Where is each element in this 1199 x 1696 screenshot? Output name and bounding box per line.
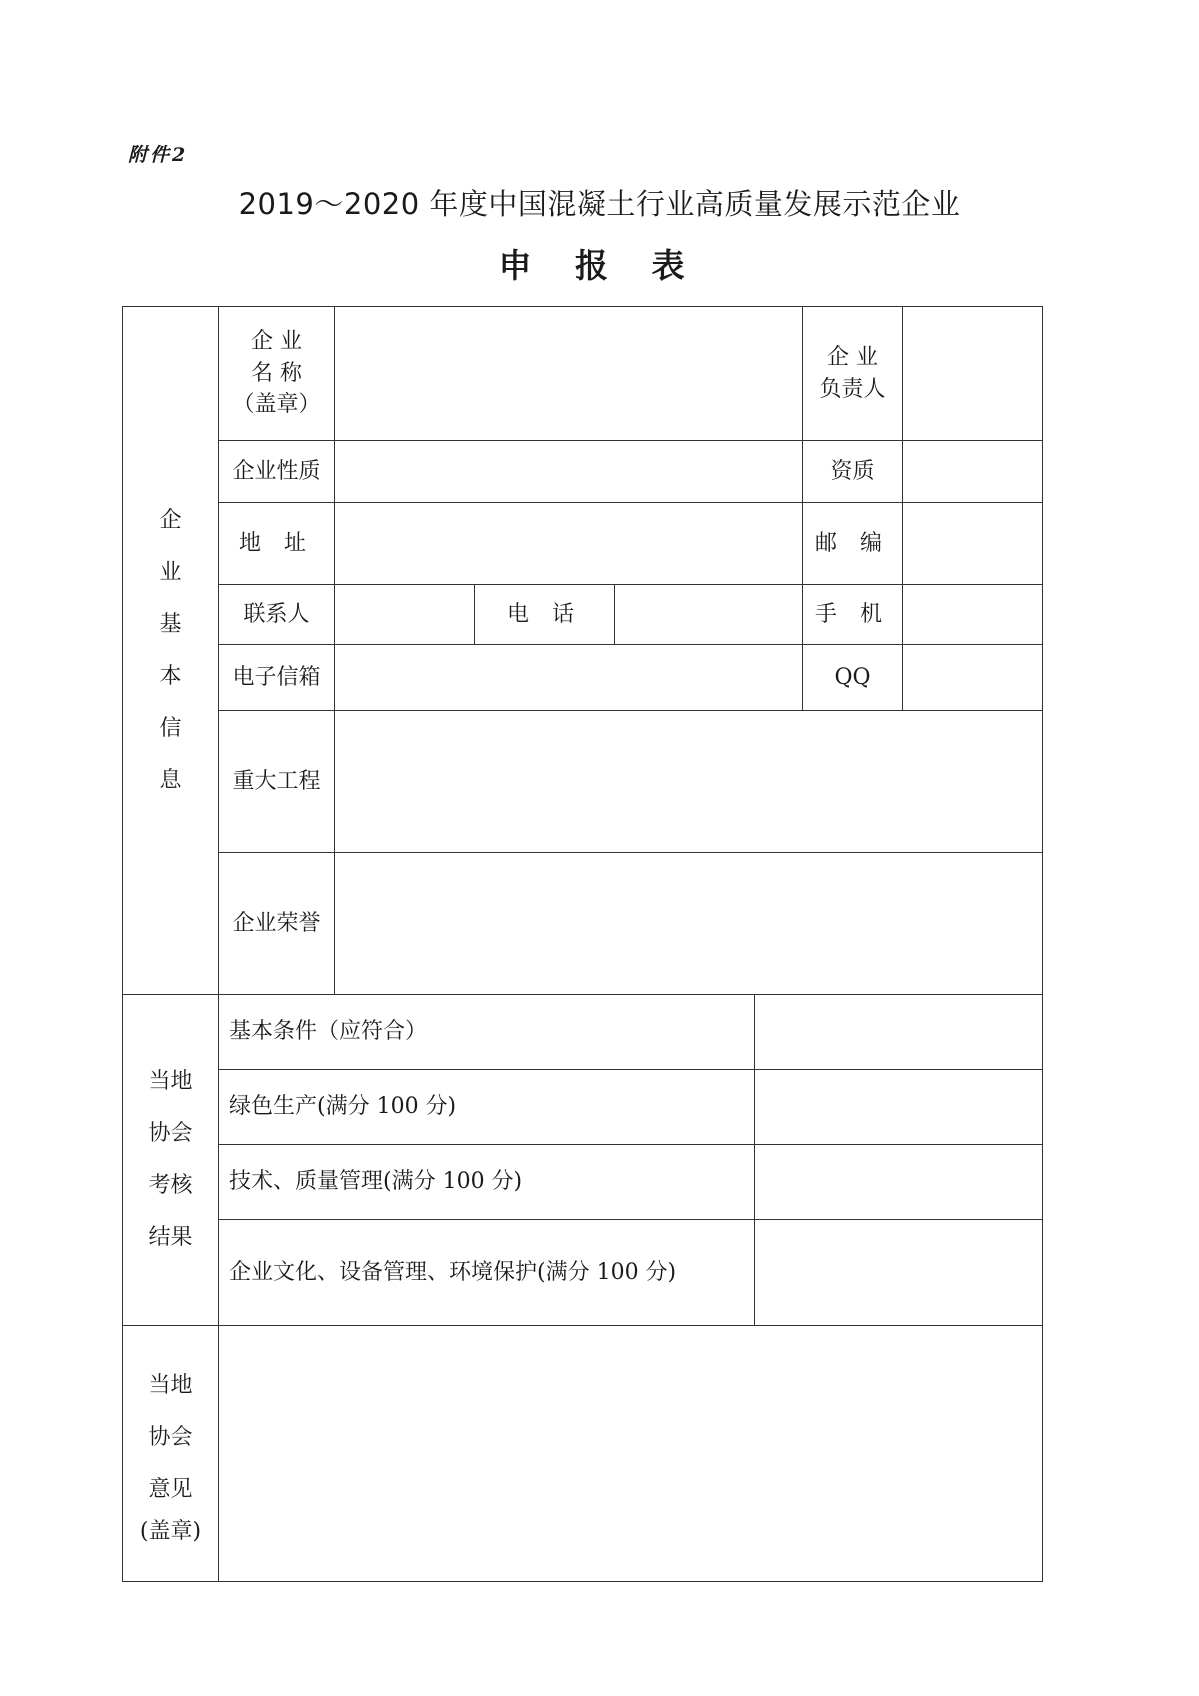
row-assessment-4 [123, 1220, 1043, 1326]
major-projects-label: 重大工程 [219, 711, 335, 853]
row-nature [123, 441, 1043, 503]
assessment-item-field[interactable] [755, 1145, 1043, 1220]
company-name-label-line1: 企 业 [251, 328, 302, 354]
row-assessment-1 [123, 995, 1043, 1070]
opinion-section-label [123, 1326, 219, 1582]
annex-label: 附件2 [128, 144, 189, 166]
opinion-field[interactable] [219, 1326, 1043, 1582]
company-name-label-line2: 名 称 [251, 360, 302, 386]
qualification-label: 资质 [803, 441, 903, 503]
document-title: 2019～2020 年度中国混凝土行业高质量发展示范企业 [238, 187, 961, 221]
email-label: 电子信箱 [219, 645, 335, 711]
address-field[interactable] [335, 503, 803, 585]
email-field[interactable] [335, 645, 803, 711]
row-address [123, 503, 1043, 585]
honors-label: 企业荣誉 [219, 853, 335, 995]
assessment-item-field[interactable] [755, 995, 1043, 1070]
opinion-label: 当地协会意见 [148, 1372, 193, 1502]
contact-field[interactable] [335, 585, 475, 645]
company-head-field[interactable] [903, 307, 1043, 441]
row-company-name [123, 307, 1043, 441]
major-projects-field[interactable] [335, 711, 1043, 853]
honors-field[interactable] [335, 853, 1043, 995]
row-contact [123, 585, 1043, 645]
assessment-item: 技术、质量管理(满分 100 分) [219, 1145, 755, 1220]
qq-field[interactable] [903, 645, 1043, 711]
basic-info-section-label [123, 307, 219, 995]
row-opinion [123, 1326, 1043, 1582]
assessment-item: 绿色生产(满分 100 分) [219, 1070, 755, 1145]
row-major-projects [123, 711, 1043, 853]
opinion-stamp-label: (盖章) [139, 1518, 202, 1544]
company-head-label-line2: 负责人 [819, 376, 886, 402]
document-subtitle: 申 报 表 [498, 246, 701, 285]
application-form-table [122, 306, 1043, 1582]
address-label: 地 址 [219, 503, 335, 585]
company-head-label-cell [803, 307, 903, 441]
postcode-label: 邮 编 [803, 503, 903, 585]
postcode-field[interactable] [903, 503, 1043, 585]
company-name-label-cell [219, 307, 335, 441]
row-assessment-2 [123, 1070, 1043, 1145]
assessment-item-field[interactable] [755, 1070, 1043, 1145]
assessment-item: 基本条件（应符合） [219, 995, 755, 1070]
mobile-field[interactable] [903, 585, 1043, 645]
mobile-label: 手 机 [803, 585, 903, 645]
contact-label: 联系人 [219, 585, 335, 645]
assessment-item: 企业文化、设备管理、环境保护(满分 100 分) [219, 1220, 755, 1326]
row-email [123, 645, 1043, 711]
assessment-section-label [123, 995, 219, 1326]
phone-field[interactable] [615, 585, 803, 645]
company-name-field[interactable] [335, 307, 803, 441]
company-name-label-line3: （盖章） [232, 392, 321, 418]
assessment-label: 当地协会考核结果 [148, 1069, 193, 1250]
row-assessment-3 [123, 1145, 1043, 1220]
row-honors [123, 853, 1043, 995]
basic-info-label: 企业基本信息 [159, 507, 182, 793]
nature-field[interactable] [335, 441, 803, 503]
phone-label: 电 话 [475, 585, 615, 645]
assessment-item-field[interactable] [755, 1220, 1043, 1326]
qq-label: QQ [803, 645, 903, 711]
company-head-label-line1: 企 业 [827, 344, 878, 370]
qualification-field[interactable] [903, 441, 1043, 503]
nature-label: 企业性质 [219, 441, 335, 503]
